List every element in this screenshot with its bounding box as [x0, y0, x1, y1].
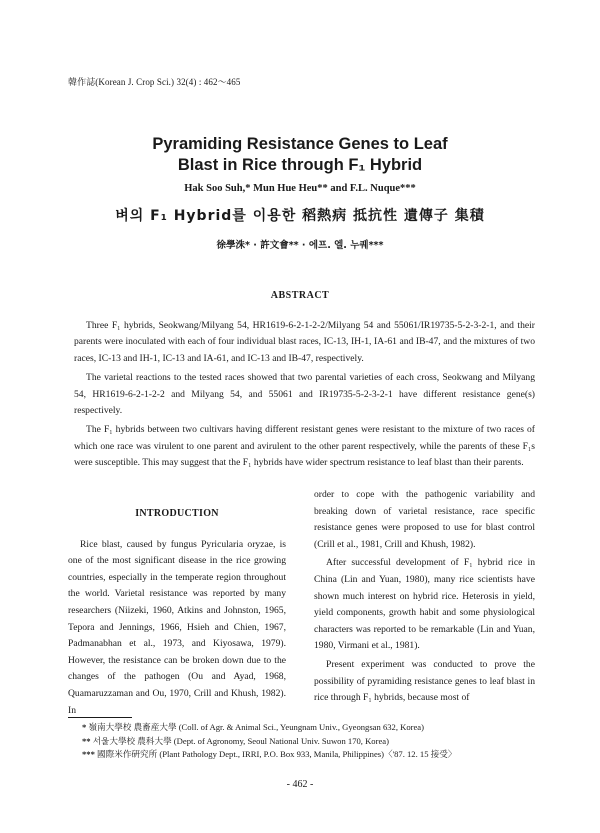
left-column	[68, 496, 286, 721]
body-paragraph: Rice blast, caused by fungus Pyricularia oryzae, is one of the most significant disease in the rice growing countries, especially in the temperate region throughout the world. Varietal resistance was reported by many researchers (Niizeki, 1960, Atkins and Johnston, 1965, Tepora and Jennings, 1966, Hsieh and Chien, 1967, Padmanabhan et al., 1973, and Kiyosawa, 1979). However, the resistance can be broken down due to the changes of the pathogen (Ou and Ayad, 1968, Quamaruzzaman and Ou, 1970, Crill and Khush, 1982). In	[68, 538, 286, 716]
footnotes	[82, 721, 456, 762]
paper-title-korean: 벼의 F₁ Hybrid를 이용한 稻熱病 抵抗性 遺傳子 集積	[115, 208, 485, 224]
paper-title-english	[0, 134, 600, 176]
footnote-text: 國際米作硏究所 (Plant Pathology Dept., IRRI, P.O. Box 933, Manila, Philippines)〈'87. 12. 15 接受〉	[97, 749, 457, 759]
footnote-item	[82, 748, 456, 762]
authors-korean: 徐學洙* · 許文會** · 에프. 엘. 누퀘***	[216, 240, 384, 251]
footnote-mark: **	[82, 735, 91, 746]
right-column	[314, 487, 535, 709]
title-line-2: Blast in Rice through F₁ Hybrid	[177, 156, 423, 174]
introduction-heading: INTRODUCTION	[135, 508, 219, 519]
footnote-item	[82, 735, 456, 749]
journal-reference: 韓作誌(Korean J. Crop Sci.) 32(4) : 462～465	[68, 77, 241, 87]
footnote-item	[82, 721, 456, 735]
body-paragraph: Present experiment was conducted to prove the possibility of pyramiding resistance genes to leaf blast in rice through F₁ hybrids, because most of	[314, 658, 535, 704]
footnote-mark: *	[82, 722, 87, 732]
footnote-text: 서울大學校 農科大學 (Dept. of Agronomy, Seoul National Univ. Suwon 170, Korea)	[92, 735, 389, 746]
footnote-divider	[68, 717, 132, 718]
abstract-paragraph: The F₁ hybrids between two cultivars having different resistant genes were resistant to the mixture of two races of which one race was virulent to one parent and avirulent to the other parent respectively, while the parents of these F₁s were susceptible. This may suggest that the F₁ hybrids have wider spectrum resistance to leaf blast than their parents.	[74, 424, 535, 469]
body-paragraph: After successful development of F₁ hybrid rice in China (Lin and Yuan, 1980), many rice scientists have shown much interest on hybrid rice. Heterosis in yield, yield components, growth habit and some physiological characters was reported to be remarkable (Lin and Yuan, 1980, Virmani et al., 1981).	[314, 557, 535, 652]
abstract-paragraph: Three F₁ hybrids, Seokwang/Milyang 54, HR1619-6-2-1-2-2/Milyang 54 and 55061/IR19735-5-2-3-2-1, and their parents were inoculated with each of four individual blast races, IC-13, IH-1, IA-61 and IB-47, and the mixtures of two races, IC-13 and IH-1, IC-13 and IA-61, and IC-13 and IB-47, respectively.	[74, 320, 535, 364]
footnote-mark: ***	[82, 749, 95, 759]
body-paragraph: order to cope with the pathogenic variability and breaking down of varietal resistance, race specific resistance genes were proposed to use for blast control (Crill et al., 1981, Crill and Khush, 1982).	[314, 489, 535, 550]
abstract-heading: ABSTRACT	[270, 290, 330, 301]
footnote-text: 嶺南大學校 農畜産大學 (Coll. of Agr. & Animal Sci., Yeungnam Univ., Gyeongsan 632, Korea)	[88, 722, 424, 732]
abstract-body	[74, 318, 535, 475]
abstract-paragraph: The varietal reactions to the tested races showed that two parental varieties of each cross, Seokwang and Milyang 54, HR1619-6-2-1-2-2 and Milyang 54, and 55061 and IR19735-5-2-3-2-1 have different resistance gene(s) respectively.	[74, 372, 535, 417]
authors-english: Hak Soo Suh,* Mun Hue Heu** and F.L. Nuque***	[184, 183, 416, 194]
page-number: - 462 -	[286, 779, 314, 790]
title-line-1: Pyramiding Resistance Genes to Leaf	[152, 135, 448, 153]
